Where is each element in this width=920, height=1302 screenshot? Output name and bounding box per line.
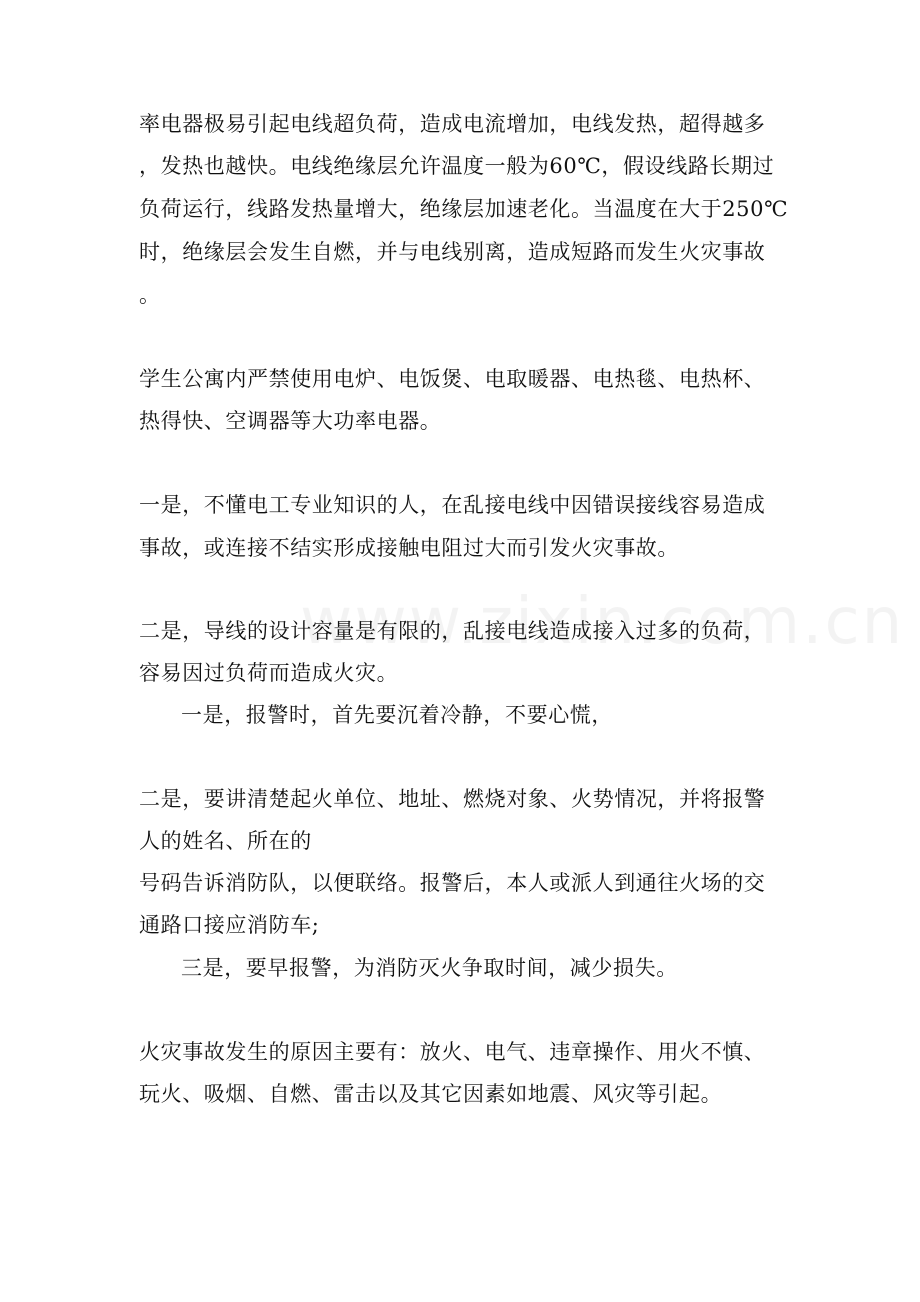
paragraph-line: 事故，或连接不结实形成接触电阻过大而引发火灾事故。 [139, 536, 679, 560]
paragraph-line: 二是，要讲清楚起火单位、地址、燃烧对象、火势情况，并将报警 [139, 787, 766, 811]
paragraph-line: 率电器极易引起电线超负荷，造成电流增加，电线发热，超得越多 [139, 112, 766, 136]
paragraph-line: 火灾事故发生的原因主要有：放火、电气、违章操作、用火不慎、 [139, 1040, 766, 1064]
paragraph-line: 容易因过负荷而造成火灾。 [139, 661, 399, 685]
paragraph-line: 玩火、吸烟、自燃、雷击以及其它因素如地震、风灾等引起。 [139, 1082, 723, 1106]
paragraph-line: 号码告诉消防队，以便联络。报警后，本人或派人到通往火场的交 [139, 871, 766, 895]
paragraph-line: 负荷运行，线路发热量增大，绝缘层加速老化。当温度在大于250℃ [139, 197, 789, 221]
paragraph-line: 人的姓名、所在的 [139, 829, 312, 853]
paragraph-line: 。 [139, 283, 161, 307]
paragraph-line: 一是，报警时，首先要沉着冷静，不要心慌， [181, 703, 613, 727]
paragraph-line: 三是，要早报警，为消防灭火争取时间，减少损失。 [181, 956, 678, 980]
paragraph-line: ，发热也越快。电线绝缘层允许温度一般为60℃，假设线路长期过 [139, 154, 775, 178]
paragraph-line: 时，绝缘层会发生自燃，并与电线别离，造成短路而发生火灾事故 [139, 240, 766, 264]
paragraph-line: 学生公寓内严禁使用电炉、电饭煲、电取暖器、电热毯、电热杯、 [139, 367, 766, 391]
paragraph-line: 通路口接应消防车; [139, 913, 320, 937]
paragraph-line: 二是，导线的设计容量是有限的，乱接电线造成接入过多的负荷， [139, 619, 766, 643]
paragraph-line: 一是，不懂电工专业知识的人，在乱接电线中因错误接线容易造成 [139, 493, 766, 517]
paragraph-line: 热得快、空调器等大功率电器。 [139, 409, 442, 433]
